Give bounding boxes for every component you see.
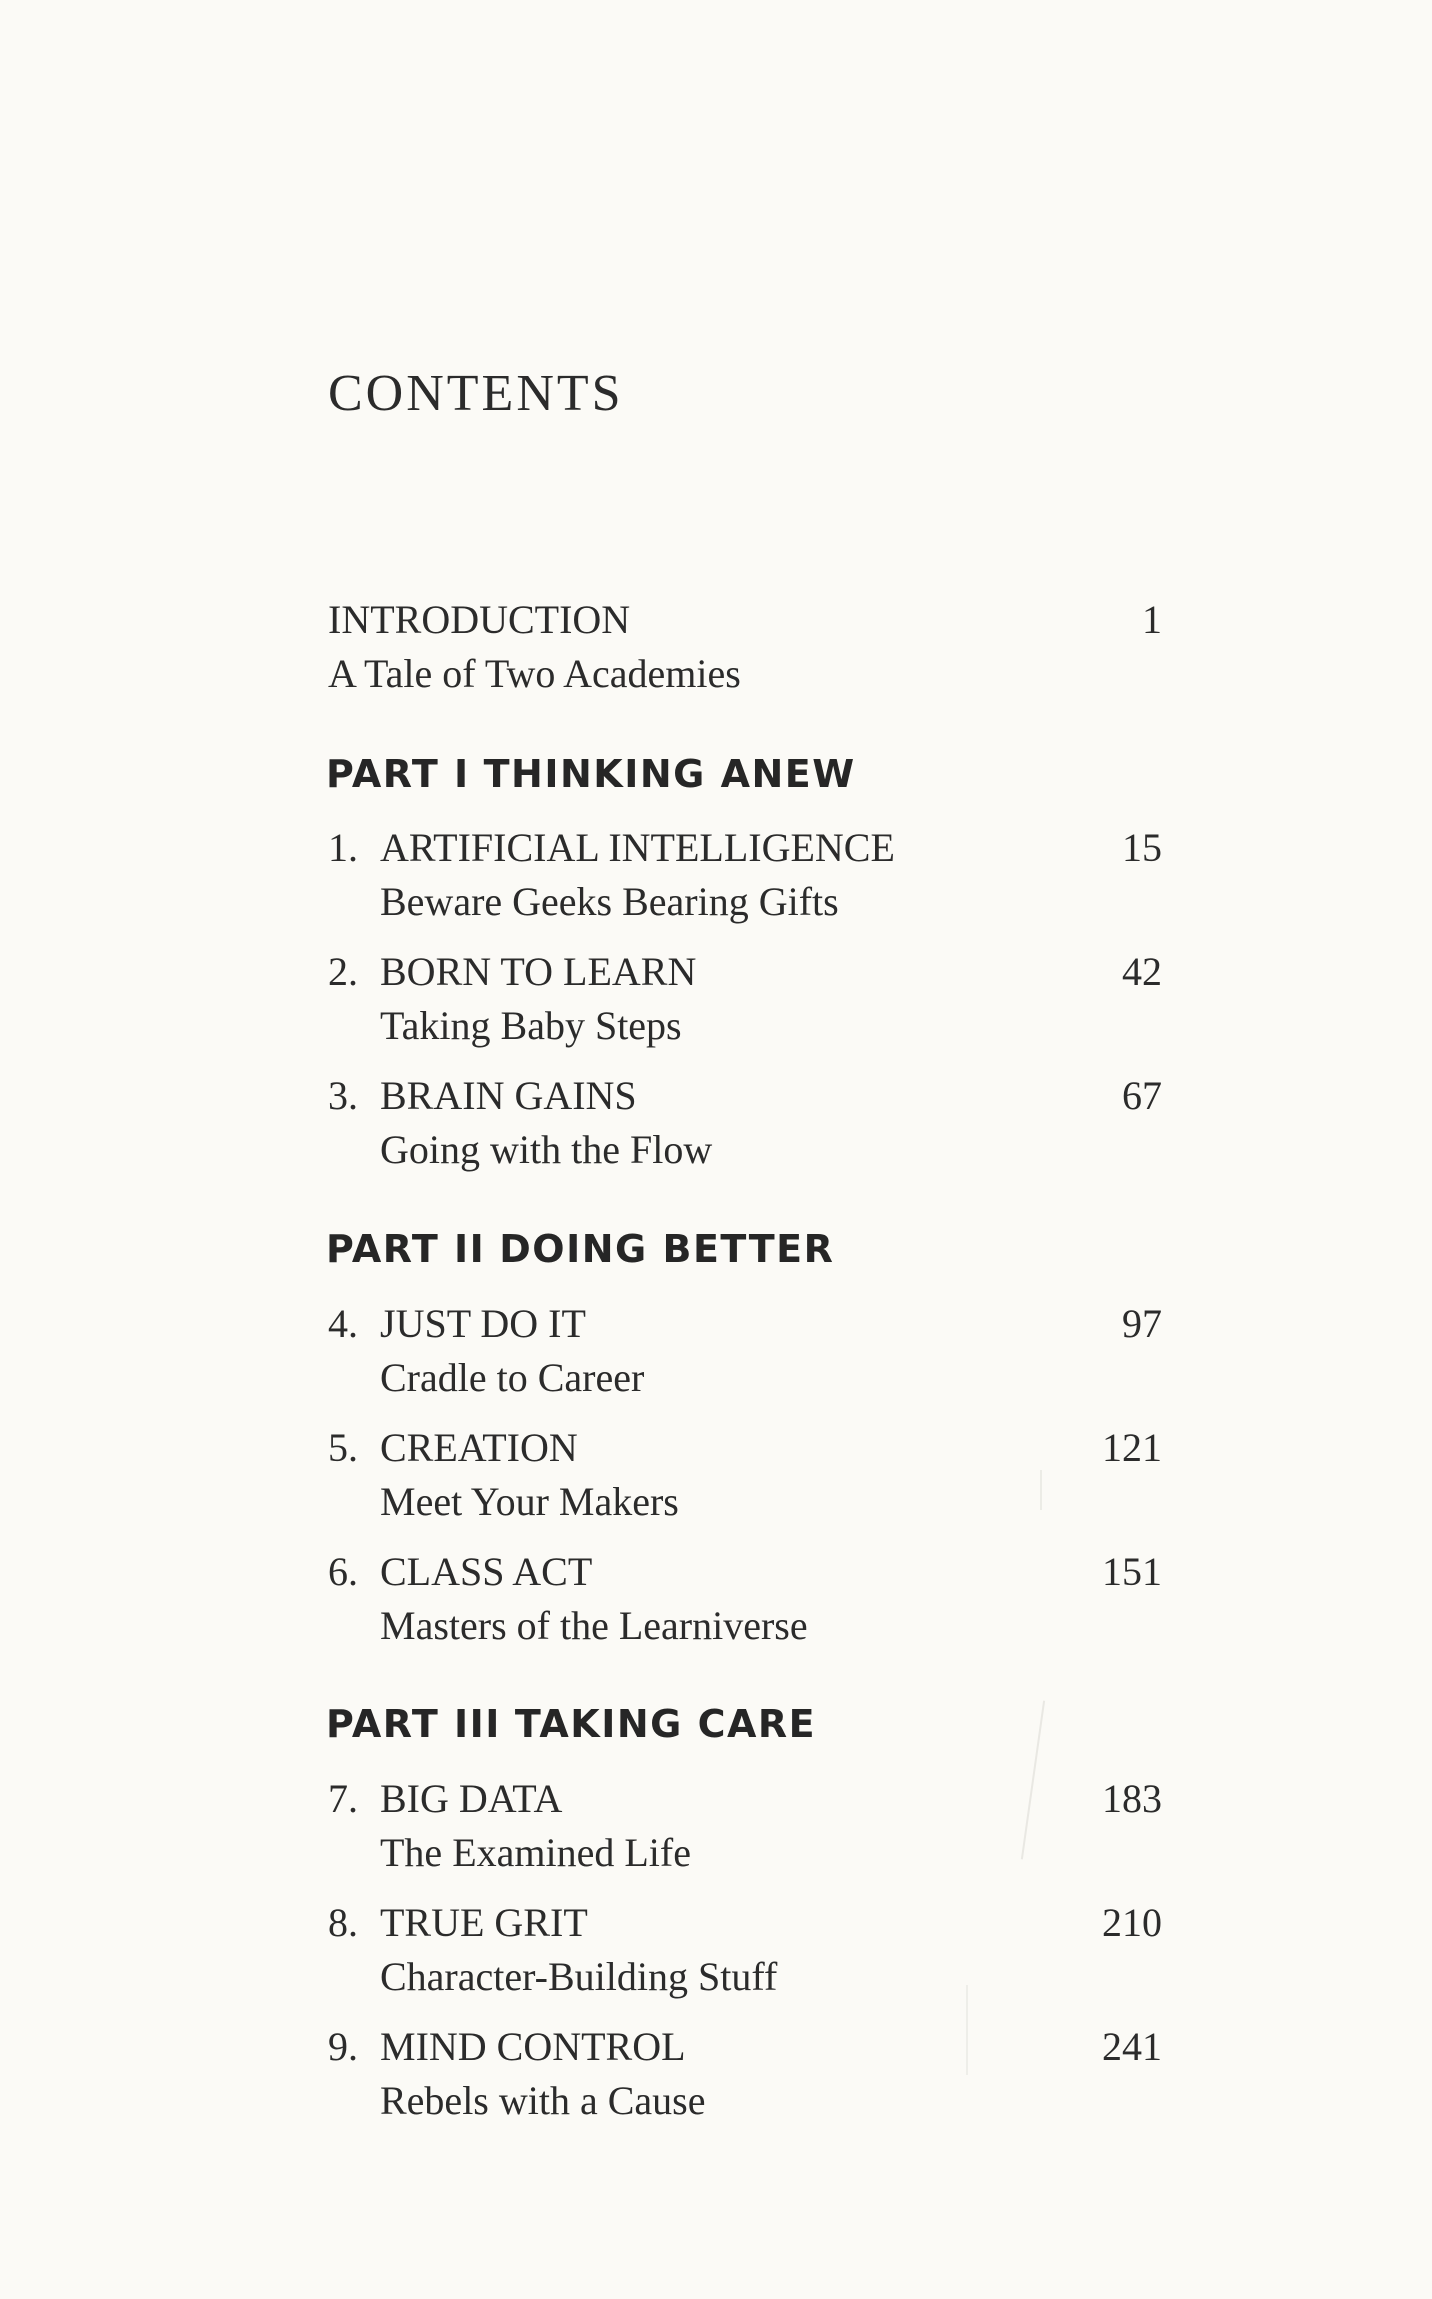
entry-title: ARTIFICIAL INTELLIGENCE [380, 825, 895, 870]
entry-page-number: 210 [1102, 1900, 1162, 1945]
part-label: PART II [326, 1227, 486, 1271]
part-heading-3 [326, 1702, 817, 1746]
entry-title: BIG DATA [380, 1776, 563, 1821]
chapter-number: 5. [328, 1425, 358, 1470]
entry-page-number: 97 [1122, 1301, 1162, 1346]
part-label: PART I [326, 752, 470, 796]
entry-title: TRUE GRIT [380, 1900, 588, 1945]
entry-title: MIND CONTROL [380, 2024, 686, 2069]
entry-page-number: 183 [1102, 1776, 1162, 1821]
chapter-number: 8. [328, 1900, 358, 1945]
chapter-number: 9. [328, 2024, 358, 2069]
part-heading-1 [326, 752, 856, 796]
entry-subtitle: Beware Geeks Bearing Gifts [380, 879, 839, 924]
entry-page-number: 67 [1122, 1073, 1162, 1118]
part-label: PART III [326, 1702, 501, 1746]
entry-page-number: 1 [1142, 597, 1162, 642]
scan-mark [1040, 1470, 1042, 1510]
entry-subtitle: Character-Building Stuff [380, 1954, 778, 1999]
chapter-number: 6. [328, 1549, 358, 1594]
chapter-number: 2. [328, 949, 358, 994]
scan-mark [1021, 1701, 1045, 1860]
entry-title: BRAIN GAINS [380, 1073, 637, 1118]
part-heading-2 [326, 1227, 835, 1271]
entry-title: INTRODUCTION [328, 597, 631, 642]
part-name: TAKING CARE [514, 1702, 817, 1746]
entry-page-number: 15 [1122, 825, 1162, 870]
entry-subtitle: Masters of the Learniverse [380, 1603, 808, 1648]
chapter-number: 1. [328, 825, 358, 870]
entry-page-number: 151 [1102, 1549, 1162, 1594]
entry-page-number: 121 [1102, 1425, 1162, 1470]
part-name: DOING BETTER [499, 1227, 835, 1271]
chapter-number: 3. [328, 1073, 358, 1118]
page-title: CONTENTS [328, 365, 624, 422]
entry-subtitle: Going with the Flow [380, 1127, 713, 1172]
entry-subtitle: Meet Your Makers [380, 1479, 679, 1524]
entry-page-number: 241 [1102, 2024, 1162, 2069]
scan-mark [966, 1985, 968, 2075]
entry-subtitle: A Tale of Two Academies [328, 651, 741, 696]
entry-page-number: 42 [1122, 949, 1162, 994]
entry-title: CREATION [380, 1425, 578, 1470]
entry-subtitle: The Examined Life [380, 1830, 691, 1875]
chapter-number: 4. [328, 1301, 358, 1346]
part-name: THINKING ANEW [483, 752, 856, 796]
chapter-number: 7. [328, 1776, 358, 1821]
entry-title: BORN TO LEARN [380, 949, 697, 994]
entry-subtitle: Cradle to Career [380, 1355, 645, 1400]
entry-title: JUST DO IT [380, 1301, 586, 1346]
entry-subtitle: Rebels with a Cause [380, 2078, 706, 2123]
entry-subtitle: Taking Baby Steps [380, 1003, 682, 1048]
entry-title: CLASS ACT [380, 1549, 593, 1594]
